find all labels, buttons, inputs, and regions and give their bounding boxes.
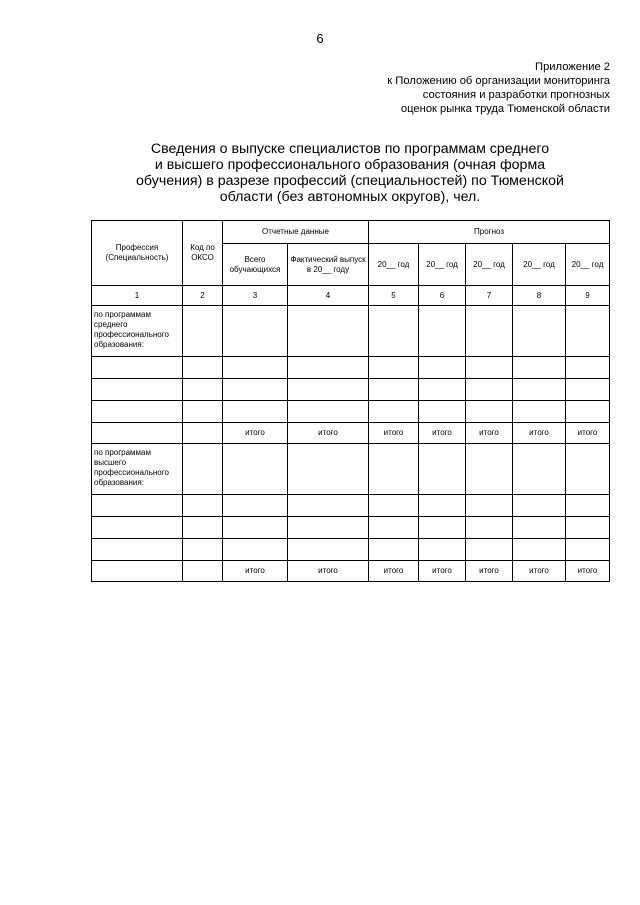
total-cell: итого [223,561,288,582]
table-cell [223,401,288,423]
table-row [92,495,610,517]
total-cell: итого [419,423,466,444]
header-forecast: Прогноз [369,221,610,244]
section-label: по программам высшего профессионального образования: [92,444,183,495]
table-cell [288,357,369,379]
column-number: 9 [566,286,610,306]
table-cell [566,539,610,561]
header-actual-output: Фактический выпуск в 20__ году [288,244,369,286]
column-number: 2 [183,286,223,306]
table-cell [369,401,419,423]
table-cell [466,495,513,517]
table-cell [513,444,566,495]
table-cell [566,306,610,357]
appendix-line: Приложение 2 [535,61,610,73]
table-cell [288,401,369,423]
title-line: Сведения о выпуске специалистов по программам среднего [150,141,550,157]
appendix-line: оценок рынка труда Тюменской области [400,103,610,115]
table-cell [183,357,223,379]
table-cell [92,517,183,539]
column-number: 1 [92,286,183,306]
table-cell [288,306,369,357]
table-cell [566,401,610,423]
total-cell: итого [566,561,610,582]
table-cell [223,306,288,357]
section-label: по программам среднего профессионального образования: [92,306,183,357]
appendix-note [310,60,610,116]
table-cell [566,379,610,401]
table-cell [223,517,288,539]
table-cell [183,539,223,561]
column-number: 7 [466,286,513,306]
table-cell [466,539,513,561]
appendix-line: состояния и разработки прогнозных [422,89,610,101]
table-cell [466,444,513,495]
table-cell [369,379,419,401]
table-cell [466,306,513,357]
table-cell [513,495,566,517]
header-year: 20__ год [513,244,566,286]
table-cell [566,444,610,495]
table-cell [419,495,466,517]
total-row [92,423,610,444]
title-line: области (без автономных округов), чел. [219,189,481,205]
total-cell: итого [288,561,369,582]
table-cell [419,401,466,423]
table-row [92,357,610,379]
total-cell: итого [513,561,566,582]
page-number: 6 [316,31,324,46]
table-cell [419,444,466,495]
table-cell [223,357,288,379]
table-cell [466,517,513,539]
column-number: 6 [419,286,466,306]
table-cell [92,495,183,517]
header-year: 20__ год [466,244,513,286]
title-line: и высшего профессионального образования (очная форма [154,157,546,173]
table-cell [369,495,419,517]
total-cell: итого [419,561,466,582]
header-year: 20__ год [419,244,466,286]
section-row [92,306,610,357]
column-number: 5 [369,286,419,306]
table-cell [288,539,369,561]
table-cell [183,517,223,539]
header-code: Код по ОКСО [183,221,223,286]
table-cell [183,444,223,495]
header-reported: Отчетные данные [223,221,369,244]
total-cell: итого [566,423,610,444]
table-cell [566,357,610,379]
table-cell [566,495,610,517]
table-cell [223,539,288,561]
table-row [92,539,610,561]
table-cell [513,306,566,357]
table-cell [223,444,288,495]
table-cell [369,539,419,561]
total-cell: итого [466,423,513,444]
table-cell [513,379,566,401]
header-profession: Профессия (Специальность) [92,221,183,286]
total-cell: итого [369,561,419,582]
total-cell: итого [223,423,288,444]
table-cell [183,401,223,423]
table-cell [92,561,183,582]
table-cell [288,379,369,401]
total-row [92,561,610,582]
table-cell [92,539,183,561]
table-cell [183,561,223,582]
table-cell [92,423,183,444]
column-numbers-row [92,286,610,306]
graduates-table [91,220,610,582]
table-cell [513,401,566,423]
title-line: обучения) в разрезе профессий (специальностей) по Тюменской [136,173,564,189]
table-cell [288,444,369,495]
table-cell [466,401,513,423]
header-total-students: Всего обучающихся [223,244,288,286]
table-cell [513,357,566,379]
table-cell [92,401,183,423]
table-cell [419,379,466,401]
table-cell [369,306,419,357]
column-number: 3 [223,286,288,306]
table-cell [566,517,610,539]
column-number: 4 [288,286,369,306]
table-row [92,401,610,423]
table-cell [183,495,223,517]
table-cell [288,495,369,517]
table-cell [369,444,419,495]
total-cell: итого [466,561,513,582]
total-cell: итого [513,423,566,444]
table-cell [183,423,223,444]
table-cell [183,379,223,401]
appendix-line: к Положению об организации мониторинга [387,75,610,87]
table-cell [466,379,513,401]
total-cell: итого [369,423,419,444]
table-cell [288,517,369,539]
column-number: 8 [513,286,566,306]
table-cell [369,357,419,379]
table-cell [419,306,466,357]
section-row [92,444,610,495]
table-row [92,379,610,401]
table-row [92,517,610,539]
header-year: 20__ год [369,244,419,286]
total-cell: итого [288,423,369,444]
table-cell [513,539,566,561]
table-cell [223,495,288,517]
table-cell [223,379,288,401]
table-cell [513,517,566,539]
table-cell [369,517,419,539]
table-cell [419,357,466,379]
table-cell [92,379,183,401]
document-title [0,141,640,205]
table-cell [466,357,513,379]
table-cell [183,306,223,357]
header-year: 20__ год [566,244,610,286]
table-cell [419,517,466,539]
table-cell [419,539,466,561]
table-cell [92,357,183,379]
